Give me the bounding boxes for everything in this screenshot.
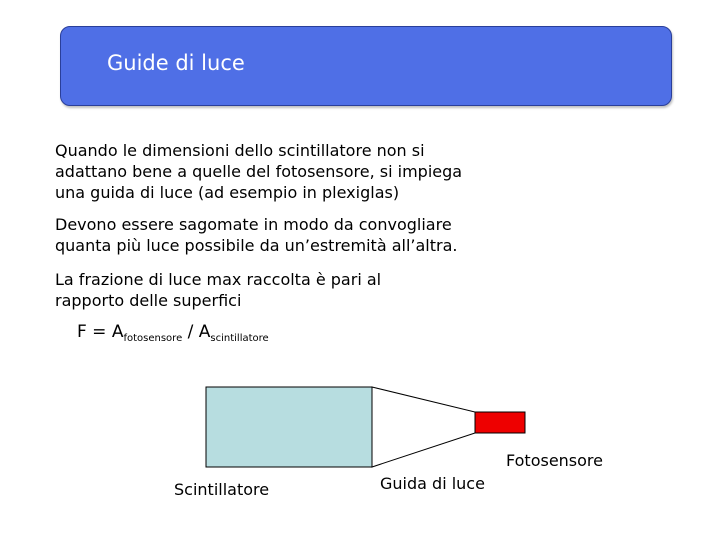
formula-lhs: F = A xyxy=(77,322,124,342)
paragraph-fraction: La frazione di luce max raccolta è pari al rapporto delle superfici xyxy=(55,270,382,310)
light-guide-label: Guida di luce xyxy=(380,474,485,493)
photosensor-block xyxy=(475,412,525,433)
scintillator-label: Scintillatore xyxy=(174,480,270,499)
light-guide-shape xyxy=(372,387,475,467)
photosensor-label: Fotosensore xyxy=(506,451,603,470)
paragraph-intro: Quando le dimensioni dello scintillatore non si adattano bene a quelle del fotosensore, si impiega una guida di luce (ad esempio in plexiglas) xyxy=(55,141,463,202)
formula-sub-scintillator: scintillatore xyxy=(210,333,269,344)
paragraph-shape: Devono essere sagomate in modo da convogliare quanta più luce possibile da un’estremità all’altra. xyxy=(55,215,458,255)
slide-title: Guide di luce xyxy=(107,51,245,75)
formula-sub-photosensor: fotosensore xyxy=(123,333,183,344)
formula-operator: / A xyxy=(182,322,211,342)
scintillator-block xyxy=(206,387,372,467)
